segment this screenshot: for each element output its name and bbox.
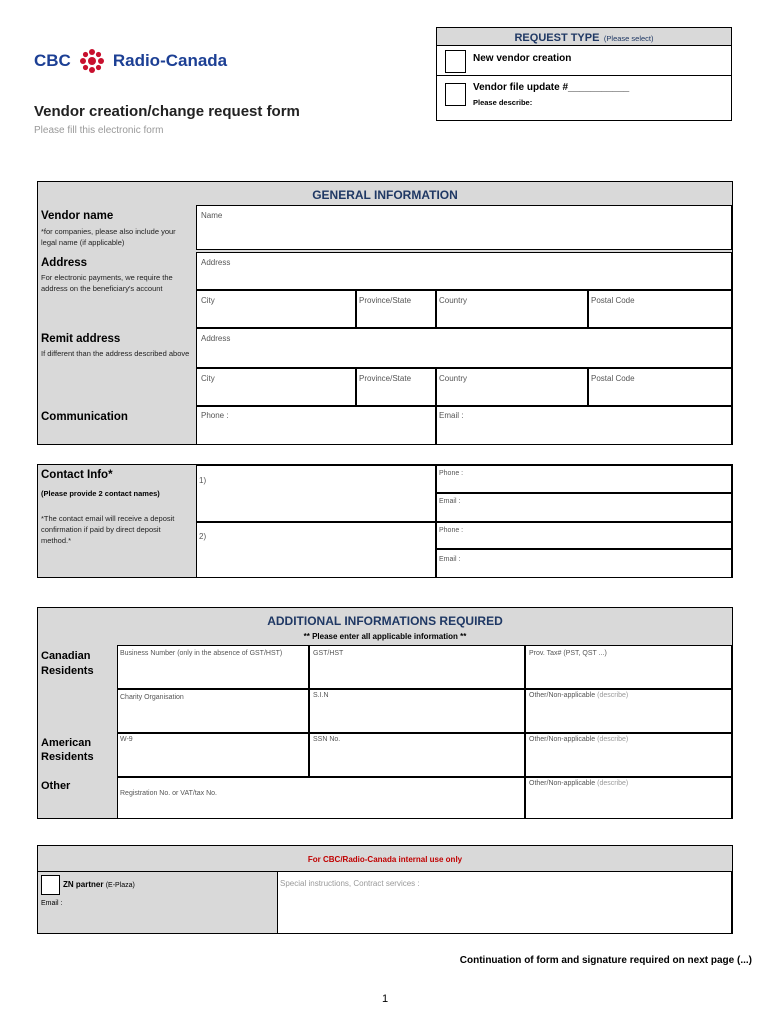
address-placeholder: Address	[201, 258, 231, 267]
remit-city-placeholder: City	[201, 374, 215, 383]
other-other-label: Other/Non-applicable	[529, 780, 596, 787]
vendor-name-placeholder: Name	[201, 211, 223, 220]
internal-use-section	[37, 845, 733, 934]
canadian-residents-label: Canadian Residents	[41, 650, 94, 677]
internal-use-title: For CBC/Radio-Canada internal use only	[307, 855, 463, 864]
special-instructions-placeholder: Special instructions, Contract services :	[280, 879, 420, 888]
form-title: Vendor creation/change request form	[34, 103, 300, 120]
american-other-label: Other/Non-applicable	[529, 736, 596, 743]
remit-address-placeholder: Address	[201, 334, 231, 343]
other-label: Other	[41, 780, 71, 792]
registration-field[interactable]	[117, 777, 525, 819]
vendor-update-checkbox[interactable]	[445, 83, 466, 106]
contact1-phone-placeholder: Phone :	[439, 470, 464, 477]
zn-partner-checkbox[interactable]	[41, 875, 60, 895]
contact1-phone-field[interactable]	[436, 465, 732, 493]
w9-field[interactable]	[117, 733, 309, 777]
contact-email-note: *The contact email will receive a deposit confirmation if paid by direct deposit method.*	[41, 514, 175, 545]
contact2-email-field[interactable]	[436, 549, 732, 578]
other-other-describe: (describe)	[597, 780, 629, 787]
new-vendor-checkbox[interactable]	[445, 50, 466, 73]
province-field[interactable]	[356, 290, 436, 328]
ssn-placeholder: SSN No.	[313, 736, 341, 743]
remit-country-placeholder: Country	[439, 374, 468, 383]
postal-code-field[interactable]	[588, 290, 732, 328]
ssn-field[interactable]	[309, 733, 525, 777]
logo-text-cbc: CBC	[34, 51, 71, 70]
business-number-field[interactable]	[117, 645, 309, 689]
registration-placeholder: Registration No. or VAT/tax No.	[120, 790, 217, 797]
charity-organisation-placeholder: Charity Organisation	[120, 694, 184, 701]
cbc-gem-icon	[79, 48, 105, 74]
zn-partner-note: (E-Plaza)	[105, 882, 135, 889]
contact2-number: 2)	[199, 532, 207, 541]
remit-country-field[interactable]	[436, 368, 588, 406]
email-placeholder: Email :	[439, 411, 464, 420]
vendor-update-label: Vendor file update #___________	[473, 82, 630, 93]
contact2-phone-field[interactable]	[436, 522, 732, 549]
additional-info-section	[37, 607, 733, 819]
logo-text-radio-canada: Radio-Canada	[112, 51, 228, 70]
vendor-name-field[interactable]	[196, 205, 732, 250]
charity-organisation-field[interactable]	[117, 689, 309, 733]
american-other-field[interactable]	[525, 733, 732, 777]
country-field[interactable]	[436, 290, 588, 328]
gst-hst-placeholder: GST/HST	[313, 650, 344, 657]
sin-field[interactable]	[309, 689, 525, 733]
remit-postal-code-field[interactable]	[588, 368, 732, 406]
address-note: For electronic payments, we require the address on the beneficiary's account	[41, 273, 173, 293]
request-type-title-bar	[437, 28, 731, 46]
canadian-other-placeholder	[529, 692, 628, 699]
phone-placeholder: Phone :	[201, 411, 229, 420]
american-other-describe: (describe)	[597, 736, 629, 743]
new-vendor-label: New vendor creation	[473, 53, 572, 64]
prov-tax-field[interactable]	[525, 645, 732, 689]
remit-province-placeholder: Province/State	[359, 374, 412, 383]
internal-email-label: Email :	[41, 900, 63, 907]
contact2-phone-placeholder: Phone :	[439, 527, 464, 534]
other-other-field[interactable]	[525, 777, 732, 819]
request-type-box	[436, 27, 732, 121]
american-other-placeholder	[529, 736, 628, 743]
canadian-other-label: Other/Non-applicable	[529, 692, 596, 699]
address-label: Address	[41, 257, 88, 269]
contact-provide-note: (Please provide 2 contact names)	[41, 489, 160, 498]
postal-code-placeholder: Postal Code	[591, 296, 635, 305]
city-placeholder: City	[201, 296, 215, 305]
city-field[interactable]	[196, 290, 356, 328]
contact-info-section	[37, 464, 733, 578]
request-type-title: REQUEST TYPE	[514, 32, 600, 44]
page-number: 1	[381, 993, 389, 1005]
request-type-note: (Please select)	[603, 34, 654, 43]
sin-placeholder: S.I.N	[313, 692, 329, 699]
zn-partner-label	[63, 880, 135, 889]
additional-info-title: ADDITIONAL INFORMATIONS REQUIRED	[267, 614, 503, 628]
contact1-number: 1)	[199, 476, 207, 485]
contact-info-title: Contact Info*	[41, 469, 113, 481]
business-number-placeholder: Business Number (only in the absence of GST/HST)	[120, 650, 283, 657]
province-placeholder: Province/State	[359, 296, 412, 305]
general-info-section	[37, 181, 733, 445]
vendor-name-label: Vendor name	[41, 210, 114, 222]
contact2-email-placeholder: Email :	[439, 556, 461, 563]
american-residents-label: American Residents	[41, 737, 94, 763]
contact2-name-field[interactable]	[196, 522, 436, 578]
contact1-email-placeholder: Email :	[439, 498, 461, 505]
zn-partner-text: ZN partner	[63, 880, 104, 889]
additional-info-subtitle: ** Please enter all applicable information **	[303, 632, 467, 641]
contact1-email-field[interactable]	[436, 493, 732, 522]
vendor-update-describe: Please describe:	[473, 98, 533, 107]
continuation-note: Continuation of form and signature required on next page (...)	[459, 955, 752, 966]
remit-city-field[interactable]	[196, 368, 356, 406]
remit-address-field[interactable]	[196, 328, 732, 368]
contact1-name-field[interactable]	[196, 465, 436, 522]
form-subtitle: Please fill this electronic form	[34, 125, 164, 136]
communication-label: Communication	[41, 411, 128, 423]
cbc-logo	[34, 48, 227, 74]
canadian-other-field[interactable]	[525, 689, 732, 733]
prov-tax-placeholder: Prov. Tax# (PST, QST ...)	[529, 650, 607, 657]
w9-placeholder: W-9	[120, 736, 133, 743]
other-other-placeholder	[529, 780, 628, 787]
vendor-name-note: *for companies, please also include your legal name (if applicable)	[41, 227, 176, 247]
email-field[interactable]	[436, 406, 732, 445]
remit-postal-code-placeholder: Postal Code	[591, 374, 635, 383]
remit-address-label: Remit address	[41, 333, 121, 345]
phone-field[interactable]	[196, 406, 436, 445]
gst-hst-field[interactable]	[309, 645, 525, 689]
general-info-title: GENERAL INFORMATION	[312, 188, 458, 202]
canadian-other-describe: (describe)	[597, 692, 629, 699]
remit-province-field[interactable]	[356, 368, 436, 406]
special-instructions-field[interactable]	[277, 871, 732, 934]
country-placeholder: Country	[439, 296, 468, 305]
address-field[interactable]	[196, 252, 732, 290]
remit-address-note: If different than the address described above	[41, 349, 190, 358]
